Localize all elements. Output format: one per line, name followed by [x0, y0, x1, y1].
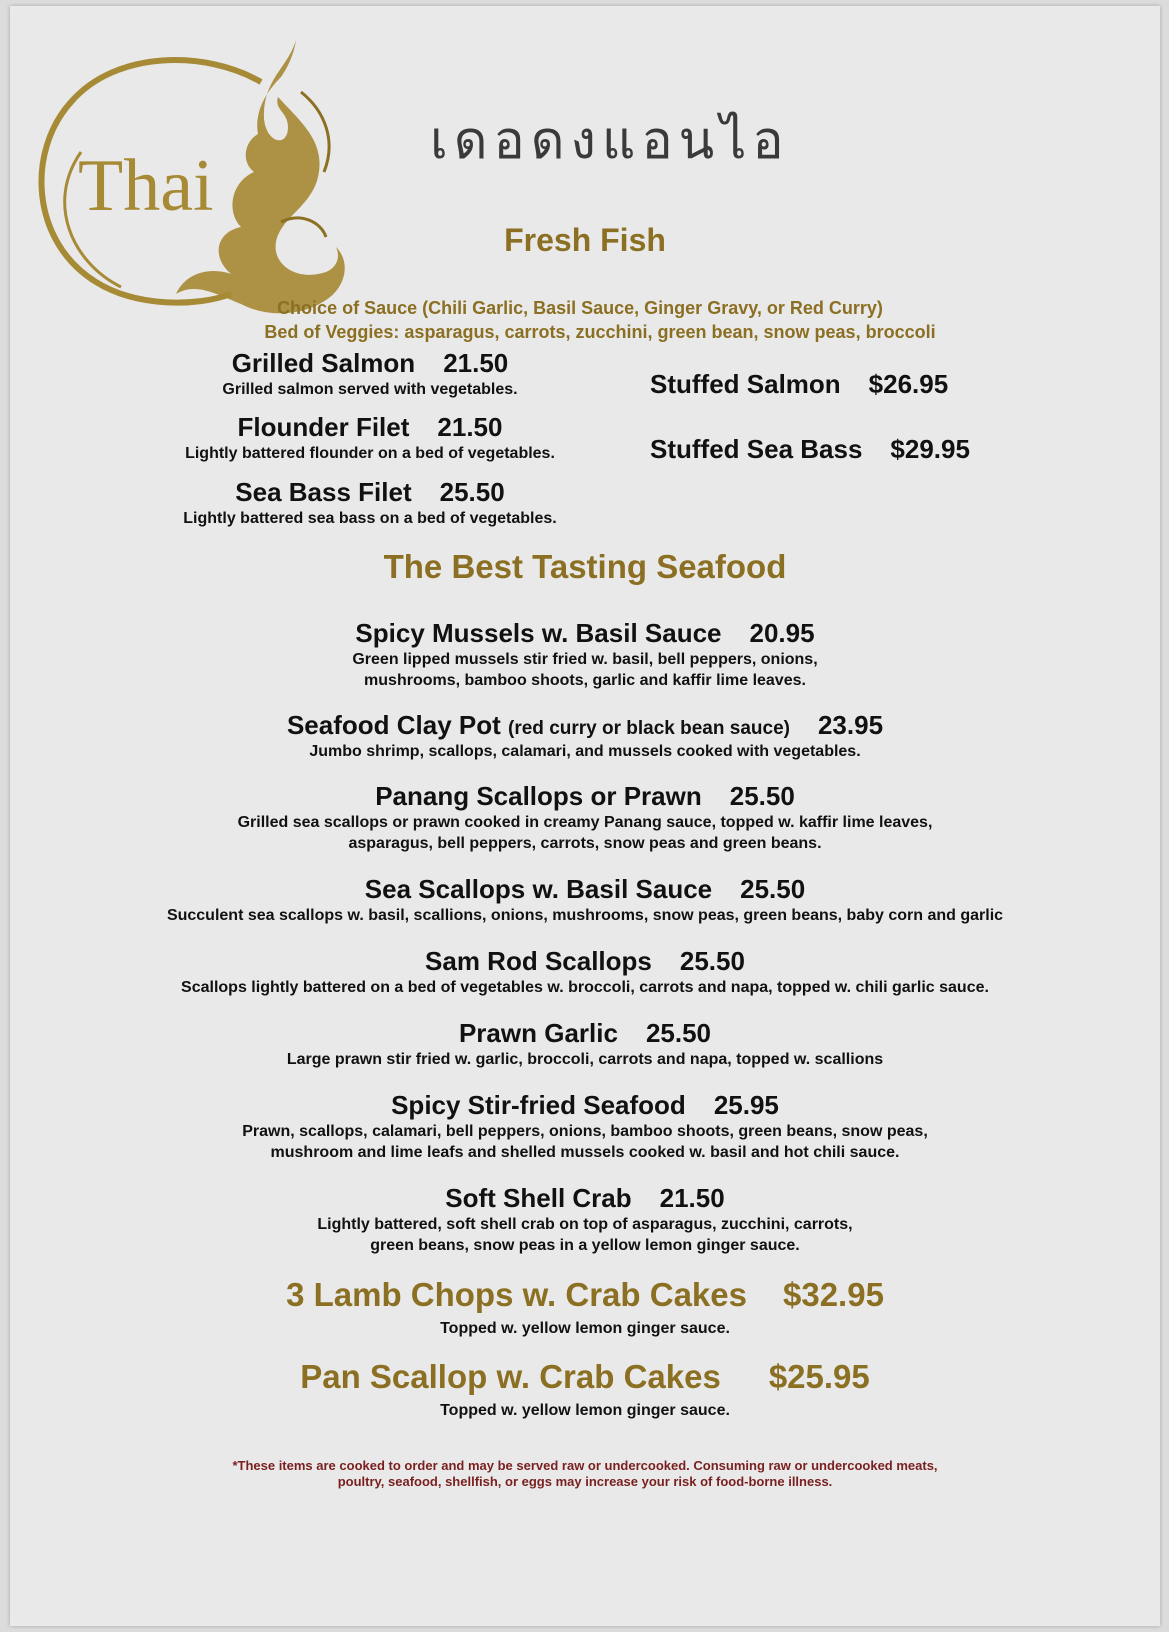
item-price: $26.95 [868, 369, 949, 399]
item-description: Topped w. yellow lemon ginger sauce. [440, 1402, 730, 1419]
item-description: Large prawn stir fried w. garlic, broccoli, carrots and napa, topped w. scallions [286, 1051, 884, 1068]
veggies-line: Bed of Veggies: asparagus, carrots, zucchini, green bean, snow peas, broccoli [264, 322, 936, 342]
item-description: Lightly battered, soft shell crab on top of asparagus, zucchini, carrots, [317, 1216, 853, 1233]
item-description: Green lipped mussels stir fried w. basil, bell peppers, onions, [352, 651, 818, 668]
sauce-choice-line: Choice of Sauce (Chili Garlic, Basil Sauce, Ginger Gravy, or Red Curry) [277, 298, 883, 318]
section-title-seafood: The Best Tasting Seafood [383, 548, 787, 585]
menu-item [130, 348, 610, 400]
item-price: 25.50 [729, 781, 795, 811]
section-title-fresh-fish: Fresh Fish [504, 222, 666, 258]
item-name: 3 Lamb Chops w. Crab Cakes [286, 1276, 747, 1313]
item-name: Sea Bass Filet [235, 477, 412, 507]
item-price: $25.95 [768, 1358, 870, 1395]
item-price: 25.50 [439, 477, 505, 507]
item-price: 21.50 [437, 412, 503, 442]
item-name: Grilled Salmon [231, 348, 416, 378]
logo-text: Thai [78, 145, 214, 227]
item-name: Stuffed Salmon [650, 369, 841, 399]
item-name: Stuffed Sea Bass [650, 434, 863, 464]
menu-item [650, 369, 948, 400]
item-price: 21.50 [443, 348, 509, 378]
menu-item [10, 618, 1160, 691]
menu-item [10, 946, 1160, 998]
item-description: Succulent sea scallops w. basil, scallions, onions, mushrooms, snow peas, green beans, baby corn and garlic [166, 907, 1004, 924]
item-description: Scallops lightly battered on a bed of vegetables w. broccoli, carrots and napa, topped w. chili garlic sauce. [181, 979, 989, 996]
item-description: Grilled sea scallops or prawn cooked in creamy Panang sauce, topped w. kaffir lime leaves, [237, 814, 933, 831]
special-item [10, 1358, 1160, 1421]
thai-title: เดอดงแอนไอ [430, 111, 790, 171]
item-sauce-option: (red curry or black bean sauce) [508, 718, 790, 739]
menu-page [10, 6, 1160, 1626]
menu-item [10, 1018, 1160, 1070]
item-name: Pan Scallop w. Crab Cakes [300, 1358, 721, 1395]
item-price: 25.50 [645, 1018, 712, 1048]
item-name: Soft Shell Crab [445, 1183, 632, 1213]
item-price: 21.50 [659, 1183, 725, 1213]
special-item [10, 1276, 1160, 1339]
item-price: 25.50 [679, 946, 745, 976]
item-price: 20.95 [749, 618, 815, 648]
item-name: Spicy Mussels w. Basil Sauce [355, 618, 722, 648]
menu-item [10, 710, 1160, 762]
item-price: 25.50 [740, 874, 806, 904]
item-description: Lightly battered sea bass on a bed of vegetables. [183, 510, 557, 527]
item-description: Lightly battered flounder on a bed of vegetables. [185, 445, 555, 462]
menu-item [130, 412, 610, 464]
item-price: $32.95 [782, 1276, 884, 1313]
thai-logo [26, 32, 356, 322]
item-price: 25.95 [713, 1090, 779, 1120]
item-description: Topped w. yellow lemon ginger sauce. [440, 1320, 730, 1337]
item-description: mushroom and lime leafs and shelled mussels cooked w. basil and hot chili sauce. [270, 1144, 900, 1161]
item-description: mushrooms, bamboo shoots, garlic and kaffir lime leaves. [364, 672, 806, 689]
item-name: Seafood Clay Pot [286, 710, 501, 740]
item-name: Prawn Garlic [458, 1018, 618, 1048]
item-description: Prawn, scallops, calamari, bell peppers, onions, bamboo shoots, green beans, snow peas, [242, 1123, 928, 1140]
menu-item [10, 781, 1160, 854]
note-line: poultry, seafood, shellfish, or eggs may increase your risk of food-borne illness. [337, 1474, 833, 1489]
food-safety-note [10, 1458, 1160, 1490]
item-description: Grilled salmon served with vegetables. [222, 381, 518, 398]
item-price: 23.95 [817, 710, 884, 740]
item-name: Spicy Stir-fried Seafood [391, 1090, 686, 1120]
item-name: Sea Scallops w. Basil Sauce [364, 874, 713, 904]
item-description: asparagus, bell peppers, carrots, snow peas and green beans. [348, 835, 822, 852]
note-line: *These items are cooked to order and may be served raw or undercooked. Consuming raw or undercooked meats, [232, 1458, 938, 1473]
menu-item [10, 874, 1160, 926]
item-description: Jumbo shrimp, scallops, calamari, and mussels cooked with vegetables. [309, 743, 861, 760]
menu-item [650, 434, 970, 465]
menu-item [10, 1183, 1160, 1256]
item-name: Sam Rod Scallops [425, 946, 652, 976]
item-name: Panang Scallops or Prawn [375, 781, 702, 811]
item-price: $29.95 [890, 434, 970, 464]
item-name: Flounder Filet [237, 412, 410, 442]
item-description: green beans, snow peas in a yellow lemon ginger sauce. [370, 1237, 800, 1254]
menu-item [10, 1090, 1160, 1163]
menu-item [130, 477, 610, 529]
